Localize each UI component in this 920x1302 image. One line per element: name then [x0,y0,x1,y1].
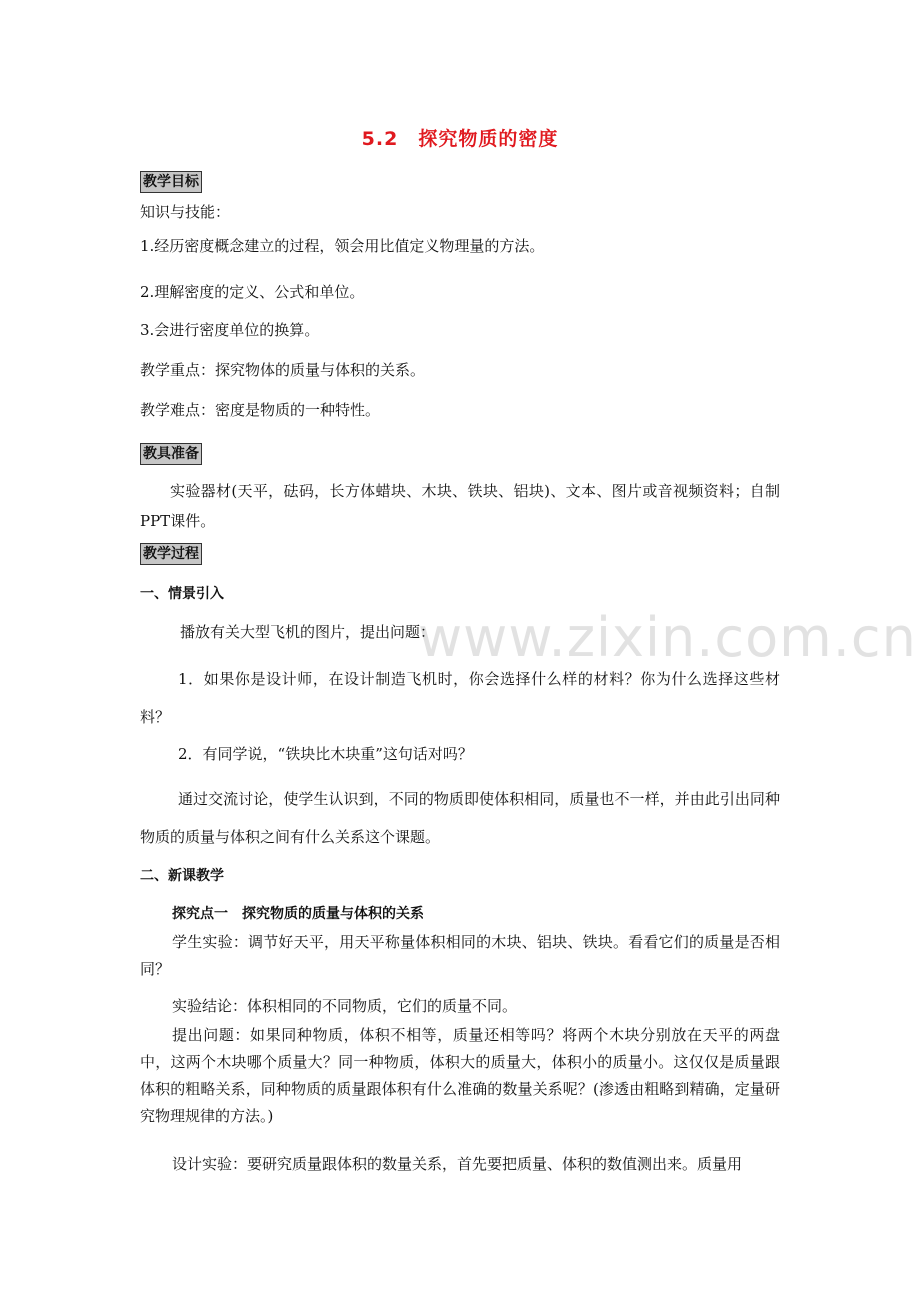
teaching-key-point: 教学重点：探究物体的质量与体积的关系。 [140,361,426,379]
teaching-difficulty: 教学难点：密度是物质的一种特性。 [140,401,381,419]
part1-heading: 一、情景引入 [140,586,224,602]
section-heading-goals: 教学目标 [140,171,202,193]
student-experiment-text: 学生实验：调节好天平，用天平称量体积相同的木块、铝块、铁块。看看它们的质量是否相同？ [140,933,780,978]
part1-question-2: 2．有同学说，“铁块比木块重”这句话对吗？ [178,745,473,763]
section-heading-prep: 教具准备 [140,443,202,465]
prep-materials-text: 实验器材(天平，砝码，长方体蜡块、木块、铁块、铝块)、文本、图片或音视频资料；自制PPT课件。 [140,482,780,530]
explore-point-1-heading: 探究点一 探究物质的质量与体积的关系 [172,906,424,922]
goal-item-3: 3.会进行密度单位的换算。 [140,321,320,339]
watermark-text: www.zixin.com.cn [418,606,917,669]
part1-question-1: 1．如果你是设计师，在设计制造飞机时，你会选择什么样的材料？你为什么选择这些材料？ [140,670,780,726]
page-title: 5.2 探究物质的密度 [361,128,559,150]
section-heading-process: 教学过程 [140,543,202,565]
part2-heading: 二、新课教学 [140,868,224,884]
design-experiment-text: 设计实验：要研究质量跟体积的数量关系，首先要把质量、体积的数值测出来。质量用 [172,1155,743,1173]
part1-discussion: 通过交流讨论，使学生认识到，不同的物质即使体积相同，质量也不一样，并由此引出同种物质的质量与体积之间有什么关系这个课题。 [140,790,780,846]
goal-item-2: 2.理解密度的定义、公式和单位。 [140,283,365,301]
goal-item-1: 1.经历密度概念建立的过程，领会用比值定义物理量的方法。 [140,237,545,255]
experiment-conclusion: 实验结论：体积相同的不同物质，它们的质量不同。 [172,997,518,1015]
part1-intro: 播放有关大型飞机的图片，提出问题： [180,623,436,641]
raised-question-text: 提出问题：如果同种物质，体积不相等，质量还相等吗？将两个木块分别放在天平的两盘中，这两个木块哪个质量大？同一种物质，体积大的质量大，体积小的质量小。这仅仅是质量跟体积的粗略关系，同种物质的质量跟体积有什么准确的数量关系呢？(渗透由粗略到精确，定量研究物理规律的方法。) [140,1026,780,1125]
knowledge-skills-label: 知识与技能： [140,203,231,221]
